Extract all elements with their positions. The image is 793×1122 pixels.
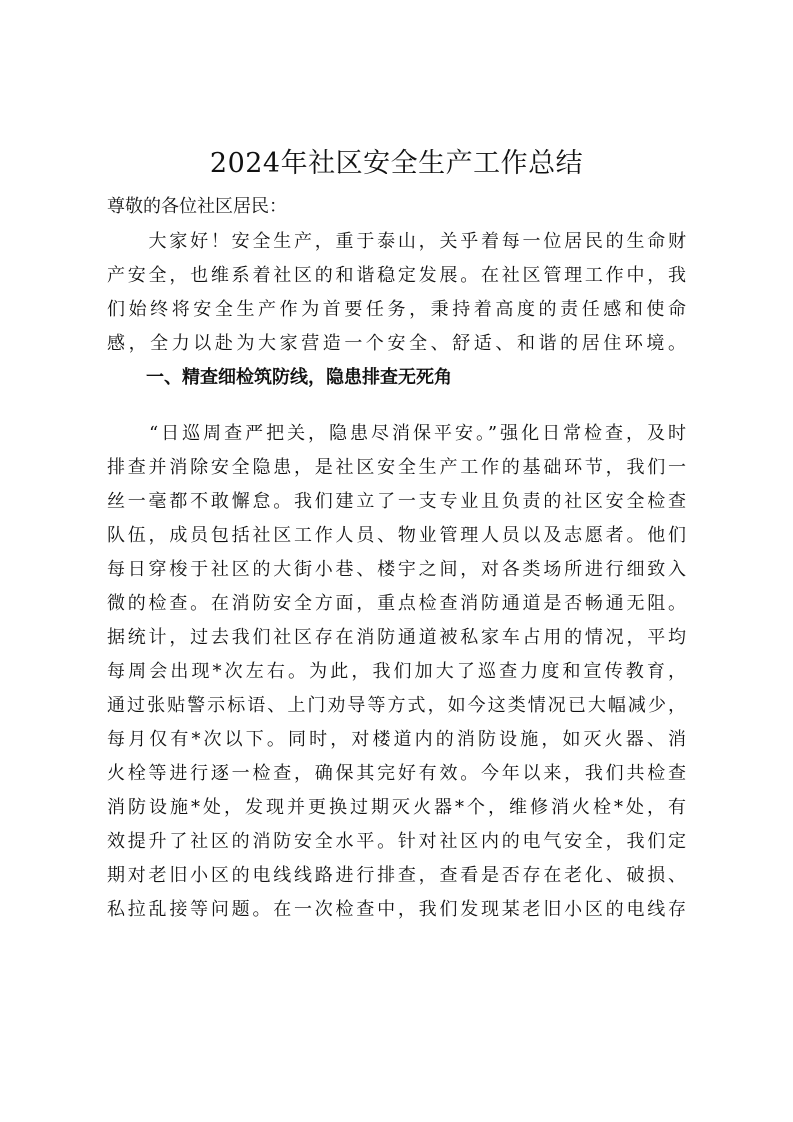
- paragraph-line: 每周会出现*次左右。为此，我们加大了巡查力度和宣传教育，: [107, 661, 686, 682]
- paragraph-line: “日巡周查严把关，隐患尽消保平安。”强化日常检查，及时: [107, 423, 686, 444]
- paragraph-line: 微的检查。在消防安全方面，重点检查消防通道是否畅通无阻。: [107, 593, 686, 614]
- paragraph-line: 每日穿梭于社区的大街小巷、楼宇之间，对各类场所进行细致入: [107, 559, 686, 580]
- paragraph-line: 通过张贴警示标语、上门劝导等方式，如今这类情况已大幅减少，: [107, 695, 686, 716]
- salutation: 尊敬的各位社区居民：: [107, 196, 287, 217]
- document-title: 2024年社区安全生产工作总结: [209, 148, 584, 179]
- intro-line: 大家好！安全生产，重于泰山，关乎着每一位居民的生命财: [107, 231, 686, 252]
- paragraph-line: 队伍，成员包括社区工作人员、物业管理人员以及志愿者。他们: [107, 525, 686, 546]
- paragraph-line: 消防设施*处，发现并更换过期灭火器*个，维修消火栓*处，有: [107, 797, 686, 818]
- paragraph-line: 私拉乱接等问题。在一次检查中，我们发现某老旧小区的电线存: [107, 899, 686, 920]
- paragraph-line: 效提升了社区的消防安全水平。针对社区内的电气安全，我们定: [107, 831, 686, 852]
- paragraph-line: 排查并消除安全隐患，是社区安全生产工作的基础环节，我们一: [107, 457, 686, 478]
- paragraph-line: 期对老旧小区的电线线路进行排查，查看是否存在老化、破损、: [107, 865, 686, 886]
- paragraph-line: 据统计，过去我们社区存在消防通道被私家车占用的情况，平均: [107, 627, 686, 648]
- section-heading: 一、精查细检筑防线，隐患排查无死角: [146, 367, 452, 388]
- intro-line: 感，全力以赴为大家营造一个安全、舒适、和谐的居住环境。: [107, 333, 686, 354]
- paragraph-line: 丝一毫都不敢懈怠。我们建立了一支专业且负责的社区安全检查: [107, 491, 686, 512]
- paragraph-line: 每月仅有*次以下。同时，对楼道内的消防设施，如灭火器、消: [107, 729, 686, 750]
- intro-line: 产安全，也维系着社区的和谐稳定发展。在社区管理工作中，我: [107, 265, 686, 286]
- paragraph-line: 火栓等进行逐一检查，确保其完好有效。今年以来，我们共检查: [107, 763, 686, 784]
- intro-line: 们始终将安全生产作为首要任务，秉持着高度的责任感和使命: [107, 299, 686, 320]
